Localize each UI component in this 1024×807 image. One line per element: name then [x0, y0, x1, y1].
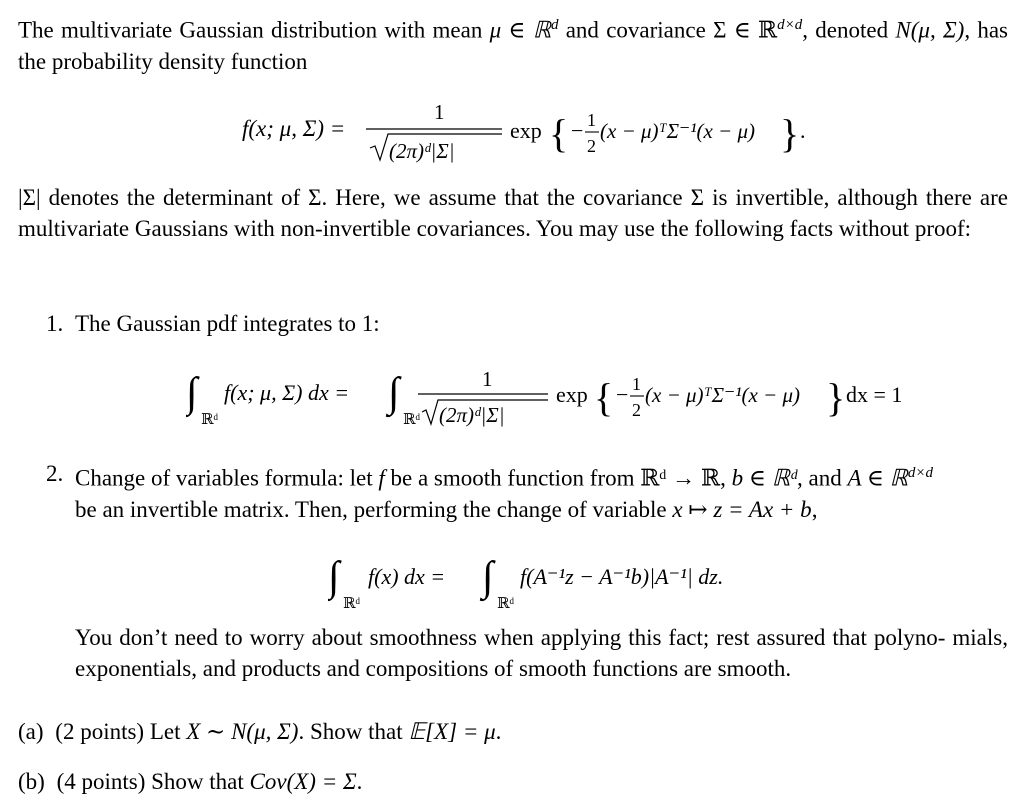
int-quad-form: (x − μ)ᵀΣ⁻¹(x − μ): [645, 383, 801, 407]
int-open-brace: {: [594, 375, 614, 420]
part-b-text-2: .: [356, 769, 363, 794]
cov-symbol: Σ ∈ ℝ: [713, 17, 778, 43]
part-a-points: (2 points): [55, 719, 145, 744]
int-sub-1: ℝᵈ: [201, 412, 219, 428]
pdf-numerator: 1: [434, 100, 445, 124]
part-a-text-2: . Show that: [298, 719, 409, 744]
change-integral-sign-1: ∫: [328, 554, 340, 600]
notation: N(μ, Σ): [895, 17, 965, 43]
int-denominator: (2π)ᵈ|Σ|: [439, 403, 505, 427]
fact-2-text-4: be an invertible matrix. Then, performing the change of variable: [75, 496, 673, 522]
pdf-half-den: 2: [587, 136, 596, 156]
fact-2: [46, 458, 1008, 525]
pdf-minus: −: [571, 118, 584, 143]
integral-formula-1-svg: [186, 356, 906, 440]
int-tail: dx = 1: [846, 382, 903, 407]
pdf-exp: exp: [510, 118, 542, 143]
part-a-math-2: 𝔼[X] = μ: [408, 719, 496, 744]
int-exp: exp: [556, 382, 588, 407]
part-a-text-1: Let: [149, 719, 187, 744]
change-formula: [328, 544, 788, 620]
pdf-open-brace: {: [549, 111, 569, 156]
integral-sign-1: ∫: [186, 370, 198, 416]
integral-formula-1: [186, 356, 906, 440]
pdf-quad-form: (x − μ)ᵀΣ⁻¹(x − μ): [600, 119, 756, 143]
fact-2-domain: ℝᵈ → ℝ,: [640, 465, 732, 491]
part-a-text-3: .: [495, 719, 502, 744]
change-formula-svg: [328, 544, 788, 620]
mean-symbol: μ ∈ ℝ: [489, 17, 551, 43]
pdf-formula: [238, 96, 818, 176]
fact-2-text-2: be a smooth function from: [384, 465, 641, 491]
part-b-text-1: Show that: [151, 769, 250, 794]
fact-1-text: The Gaussian pdf integrates to 1:: [75, 311, 380, 336]
fact-2-A: A ∈ ℝ: [847, 465, 908, 491]
integral-sign-2: ∫: [388, 370, 400, 416]
int-sub-2: ℝᵈ: [403, 412, 421, 428]
int-half-den: 2: [632, 400, 641, 420]
mean-sup: d: [550, 17, 559, 33]
fact-2-text: [75, 458, 1008, 525]
fact-2-b: b ∈ ℝᵈ: [731, 465, 798, 491]
int-integrand-1: f(x; μ, Σ) dx =: [224, 380, 350, 405]
fact-2-map: x ↦ z = Ax + b: [672, 496, 812, 522]
cov-sup: d×d: [777, 17, 803, 33]
pdf-denominator: (2π)ᵈ|Σ|: [389, 139, 455, 163]
fact-2-text-3: , and: [797, 465, 848, 491]
pdf-formula-svg: [238, 96, 818, 176]
part-b-points: (4 points): [56, 769, 146, 794]
fact-1-number: 1.: [46, 311, 64, 336]
smoothness-note: You don’t need to worry about smoothness when applying this fact; rest assured that polyno- mials, exponentials, and products and compositions of smooth functions are smooth.: [75, 625, 1008, 681]
change-lhs: f(x) dx =: [368, 564, 446, 589]
pdf-half-num: 1: [587, 110, 596, 130]
intro-text-2: and covariance: [558, 17, 714, 43]
fact-2-text-1: Change of variables formula: let: [75, 465, 379, 491]
part-a: [18, 716, 501, 747]
int-close-brace: }: [826, 375, 846, 420]
determinant-paragraph: |Σ| denotes the determinant of Σ. Here, we assume that the covariance Σ is invertible, although there are multivariate Gaussians with non-invertible covariances. You may use the following facts without proof:: [18, 185, 1008, 241]
fact-2-text-5: ,: [811, 496, 818, 522]
fact-2-f: f: [378, 465, 385, 491]
pdf-end: .: [800, 118, 806, 143]
pdf-close-brace: }: [780, 111, 800, 156]
int-half-num: 1: [632, 374, 641, 394]
pdf-lhs: f(x; μ, Σ) =: [242, 116, 346, 141]
change-integral-sign-2: ∫: [482, 554, 494, 600]
fact-2-A-sup: d×d: [907, 465, 934, 481]
part-b-label: (b): [18, 769, 45, 794]
int-numerator: 1: [482, 367, 493, 391]
change-int-sub-1: ℝᵈ: [343, 596, 361, 612]
change-int-sub-2: ℝᵈ: [497, 596, 515, 612]
part-a-math: X ∼ N(μ, Σ): [186, 719, 299, 744]
fact-1: [46, 308, 1008, 339]
intro-text-1: The multivariate Gaussian distribution with mean: [18, 17, 490, 43]
part-a-label: (a): [18, 719, 44, 744]
change-rhs: f(A⁻¹z − A⁻¹b)|A⁻¹| dz.: [520, 564, 724, 589]
int-minus: −: [616, 382, 629, 407]
intro-text-4: , has the probability density function: [18, 17, 1008, 74]
part-b-math: Cov(X) = Σ: [249, 769, 357, 794]
fact-2-number: 2.: [46, 461, 64, 486]
part-b: [18, 766, 362, 797]
intro-paragraph: [18, 10, 1008, 77]
intro-text-3: , denoted: [802, 17, 889, 43]
